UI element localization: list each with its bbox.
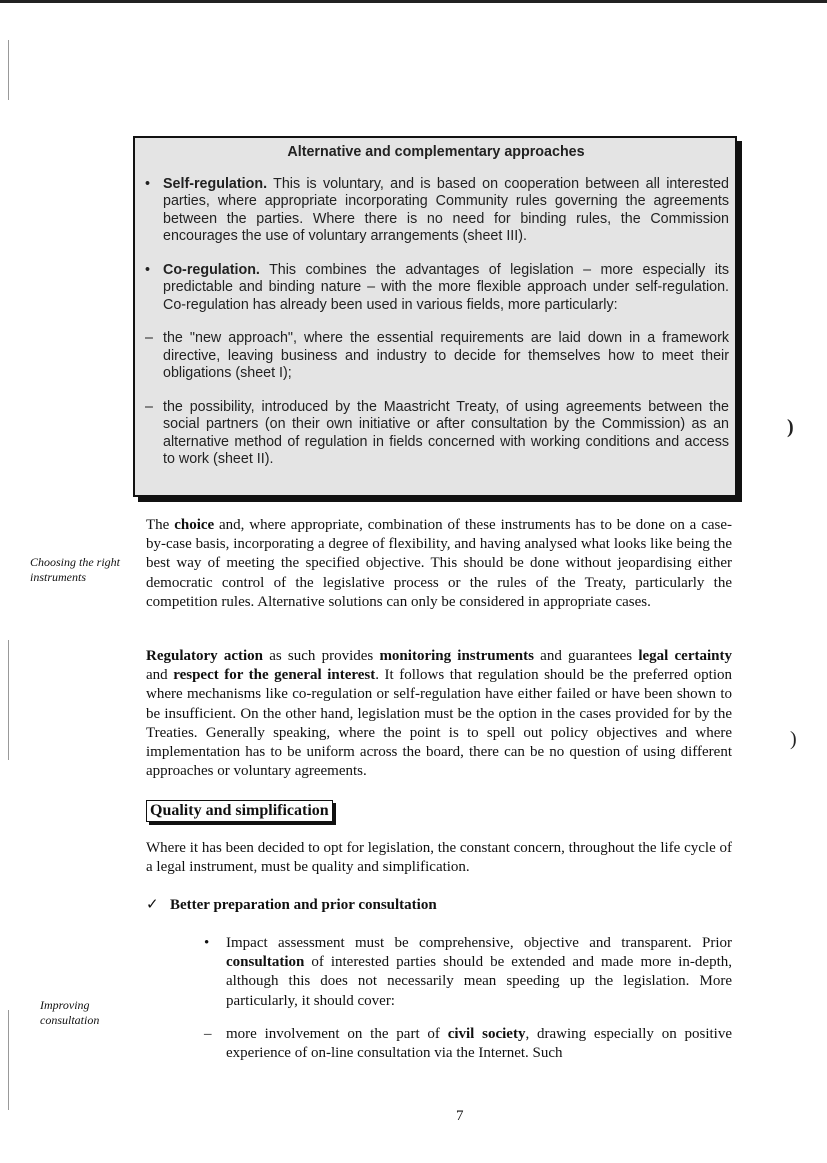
section-heading: Quality and simplification — [146, 800, 333, 822]
term: Self-regulation. — [163, 175, 268, 192]
scan-mark: ) — [790, 728, 797, 750]
item-text: This combines the advantages of legislation – more especially its predictable and binding nature – with the more flexible approach under self-regulation. Co-regulation has already been used in various fields, more particularly: — [163, 261, 729, 313]
item-text: This is voluntary, and is based on cooperation between all interested parties, where appropriate incorporating Community rules governing the agreements between the parties. Where there is no need for binding rules, the Commission encourages the use of voluntary arrangements (sheet III). — [163, 175, 729, 244]
box-item-self-regulation — [143, 176, 729, 246]
bullet-mark: • — [145, 175, 151, 192]
box-item-co-regulation — [143, 262, 729, 315]
bold-term: monitoring instruments — [379, 648, 534, 664]
term: Co-regulation. — [163, 261, 260, 278]
text: , drawing especially on positive experience of on-line consultation via the Internet. Such — [226, 1026, 732, 1062]
bold-term: respect for the general interest — [173, 667, 376, 684]
text: more involvement on the part of — [226, 1026, 448, 1042]
text: The — [146, 517, 175, 533]
bold-term: consultation — [226, 954, 305, 971]
bold-term: choice — [174, 517, 215, 533]
dash-mark: – — [145, 398, 153, 415]
box-title: Alternative and complementary approaches — [287, 144, 585, 160]
paragraph-regulatory-action — [146, 647, 732, 781]
bold-term: legal certainty — [638, 648, 733, 664]
box-subitem-new-approach — [143, 330, 729, 383]
subheading-text: Better preparation and prior consultation — [170, 897, 437, 913]
subheading — [146, 896, 437, 915]
text: . It follows that regulation should be the preferred option where mechanisms like co-regulation or self-regulation have either failed or have been shown to be insufficient. On the other hand, legislation must be the option in the cases provided for by the Treaties. Generally speaking, where the point is to spell out policy objectives and where implementation has to be uniform across the board, there can be no question of using different approaches or voluntary agreements. — [146, 667, 732, 780]
paragraph-quality: Where it has been decided to opt for legislation, the constant concern, throughout the life cycle of a legal instrument, must be quality and simplification. — [146, 840, 732, 876]
dash-mark: – — [145, 330, 153, 346]
text: as such provides — [263, 648, 380, 664]
bullet-mark: • — [145, 261, 151, 278]
list-item-impact-assessment — [204, 934, 732, 1011]
scan-top-edge — [0, 0, 827, 3]
scan-margin-line — [8, 40, 9, 100]
scan-margin-line — [8, 1010, 9, 1110]
bullet-mark: • — [204, 935, 210, 951]
scan-margin-line — [8, 640, 9, 760]
text: of interested parties should be extended and made more in-depth, although this does not necessarily mean speeding up the legislation. More particularly, it should cover: — [226, 954, 732, 1009]
list-item-civil-society — [204, 1025, 732, 1063]
dash-mark: – — [204, 1026, 212, 1042]
subitem-text: the "new approach", where the essential requirements are laid down in a framework directive, leaving business and industry to decide for themselves how to meet their obligations (sheet I); — [163, 330, 729, 381]
margin-note-choosing: Choosing the right instruments — [30, 555, 121, 584]
text: and — [146, 667, 174, 684]
margin-note-improving: Improving consultation — [40, 998, 100, 1027]
text: and, where appropriate, combination of these instruments has to be done on a case-by-case basis, incorporating a degree of flexibility, and having analysed what looks like being the best way of meeting the specified objective. This should be done without jeopardising either democratic control of the legislative process or the rules of the Treaty, particularly the competition rules. Alternative solutions can only be considered in appropriate cases. — [146, 517, 732, 610]
text: Impact assessment must be comprehensive, objective and transparent. Prior — [226, 935, 732, 951]
alternative-approaches-box — [133, 136, 737, 497]
paragraph-choice — [146, 516, 732, 612]
check-icon: ✓ — [146, 897, 159, 913]
bold-term: Regulatory action — [146, 648, 264, 664]
page-number: 7 — [456, 1108, 464, 1124]
subitem-text: the possibility, introduced by the Maastricht Treaty, of using agreements between the social partners (on their own initiative or after consultation by the Commission) as an alternative method of regulation in fields concerned with working conditions and access to work (sheet II). — [163, 398, 729, 467]
bold-term: civil society — [447, 1026, 526, 1042]
scan-mark: ) — [787, 416, 794, 438]
text: and guarantees — [533, 648, 639, 664]
box-subitem-maastricht — [143, 399, 729, 469]
